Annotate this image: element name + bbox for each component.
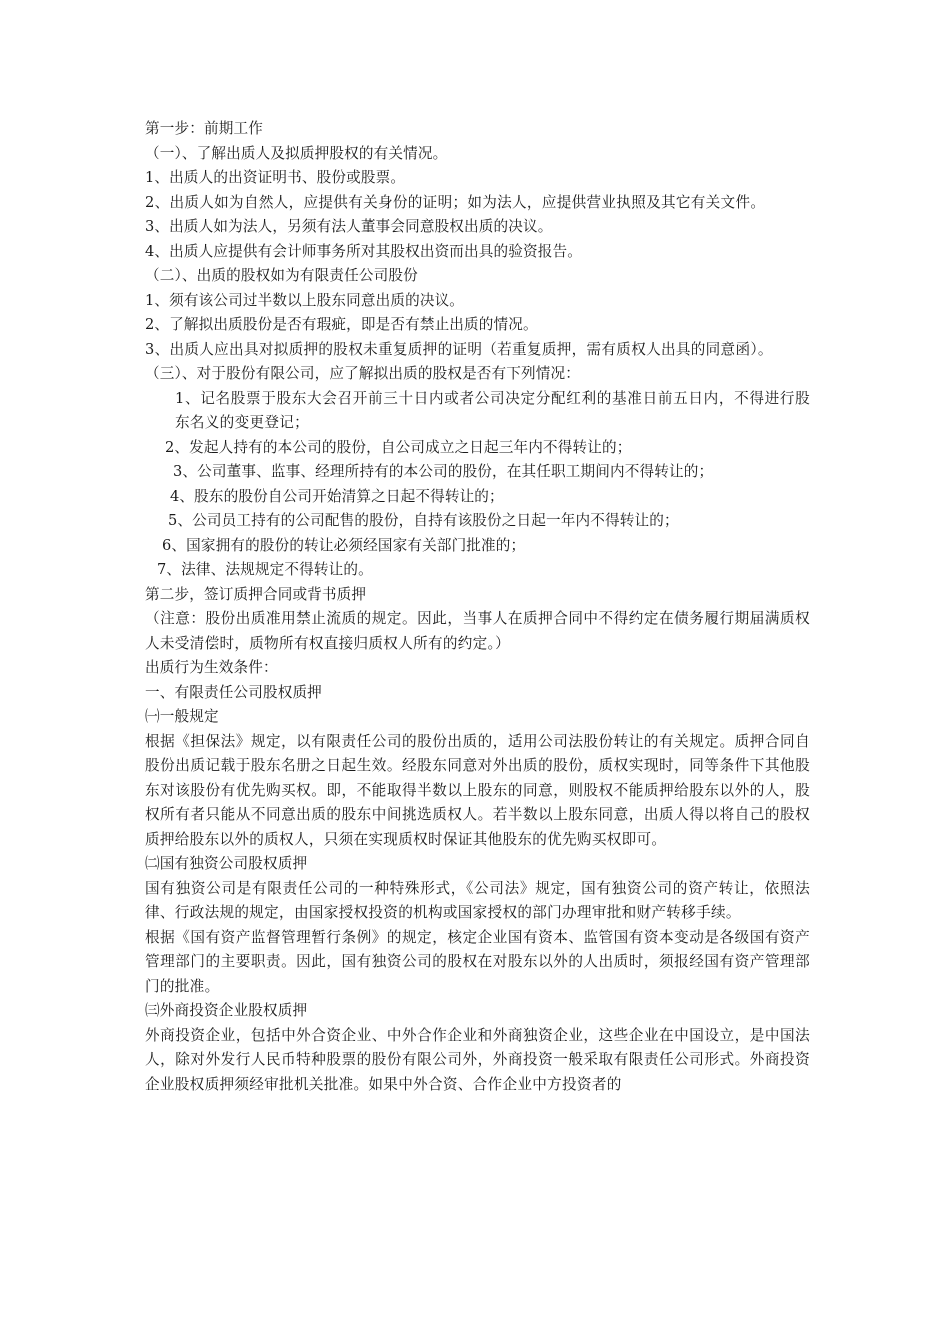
section3-item: 6、国家拥有的股份的转让必须经国家有关部门批准的； xyxy=(162,536,526,554)
step2-note: （注意：股份出质准用禁止流质的规定。因此，当事人在质押合同中不得约定在债务履行期届满质权人未受清偿时，质物所有权直接归质权人所有的约定。） xyxy=(145,610,810,652)
section3-item: 3、公司董事、监事、经理所持有的本公司的股份，在其任职工期间内不得转让的； xyxy=(173,463,714,480)
section2-item: 1、须有该公司过半数以上股东同意出质的决议。 xyxy=(145,291,465,309)
section3-item: 1、记名股票于股东大会召开前三十日内或者公司决定分配红利的基准日前五日内，不得进行股东名义的变更登记； xyxy=(175,389,810,431)
section1-item: 4、出质人应提供有会计师事务所对其股权出资而出具的验资报告。 xyxy=(145,242,583,260)
step2-title: 第二步，签订质押合同或背书质押 xyxy=(145,585,367,603)
section1-heading: （一）、了解出质人及拟质押股权的有关情况。 xyxy=(145,144,448,162)
section3-item: 2、发起人持有的本公司的股份，自公司成立之日起三年内不得转让的； xyxy=(165,438,632,456)
subsection3-title: ㈢外商投资企业股权质押 xyxy=(145,1002,308,1019)
section2-heading: （二）、出质的股权如为有限责任公司股份 xyxy=(145,267,418,284)
section3-item: 7、法律、法规规定不得转让的。 xyxy=(157,561,373,578)
step1-title: 第一步：前期工作 xyxy=(145,120,263,137)
section1-item: 3、出质人如为法人，另须有法人董事会同意股权出质的决议。 xyxy=(145,218,553,235)
part1-title: 一、有限责任公司股权质押 xyxy=(145,683,322,701)
section2-item: 3、出质人应出具对拟质押的股权未重复质押的证明（若重复质押，需有质权人出具的同意函）。 xyxy=(145,340,773,358)
document-body xyxy=(145,117,810,1097)
effect-title: 出质行为生效条件： xyxy=(145,659,278,676)
subsection1-text: 根据《担保法》规定，以有限责任公司的股份出质的，适用公司法股份转让的有关规定。质押合同自股份出质记载于股东名册之日起生效。经股东同意对外出质的股份，质权实现时，同等条件下其他股东对该股份有优先购买权。即，不能取得半数以上股东的同意，则股权不能质押给股东以外的人，股权所有者只能从不同意出质的股东中间挑选质权人。若半数以上股东同意，出质人得以将自己的股权质押给股东以外的质权人，只须在实现质权时保证其他股东的优先购买权即可。 xyxy=(145,732,810,848)
section1-item: 2、出质人如为自然人，应提供有关身份的证明；如为法人，应提供营业执照及其它有关文件。 xyxy=(145,193,766,211)
subsection2-text: 国有独资公司是有限责任公司的一种特殊形式，《公司法》规定，国有独资公司的资产转让，依照法律、行政法规的规定，由国家授权投资的机构或国家授权的部门办理审批和财产转移手续。 xyxy=(145,879,810,921)
section3-heading: （三）、对于股份有限公司，应了解拟出质的股权是否有下列情况： xyxy=(145,365,581,382)
section1-item: 1、出质人的出资证明书、股份或股票。 xyxy=(145,169,406,186)
section3-item: 4、股东的股份自公司开始清算之日起不得转让的； xyxy=(170,487,504,505)
section3-item: 5、公司员工持有的公司配售的股份，自持有该股份之日起一年内不得转让的； xyxy=(168,512,679,529)
section2-item: 2、了解拟出质股份是否有瑕疵，即是否有禁止出质的情况。 xyxy=(145,316,538,333)
subsection1-title: ㈠一般规定 xyxy=(145,708,219,725)
subsection3-text: 外商投资企业，包括中外合资企业、中外合作企业和外商独资企业，这些企业在中国设立，是中国法人，除对外发行人民币特种股票的股份有限公司外，外商投资一般采取有限责任公司形式。外商投资企业股权质押须经审批机关批准。如果中外合资、合作企业中方投资者的 xyxy=(145,1026,810,1093)
subsection2-title: ㈡国有独资公司股权质押 xyxy=(145,855,308,872)
subsection2-text: 根据《国有资产监督管理暂行条例》的规定，核定企业国有资本、监管国有资本变动是各级国有资产管理部门的主要职责。因此，国有独资公司的股权在对股东以外的人出质时，须报经国有资产管理部门的批准。 xyxy=(145,928,810,995)
